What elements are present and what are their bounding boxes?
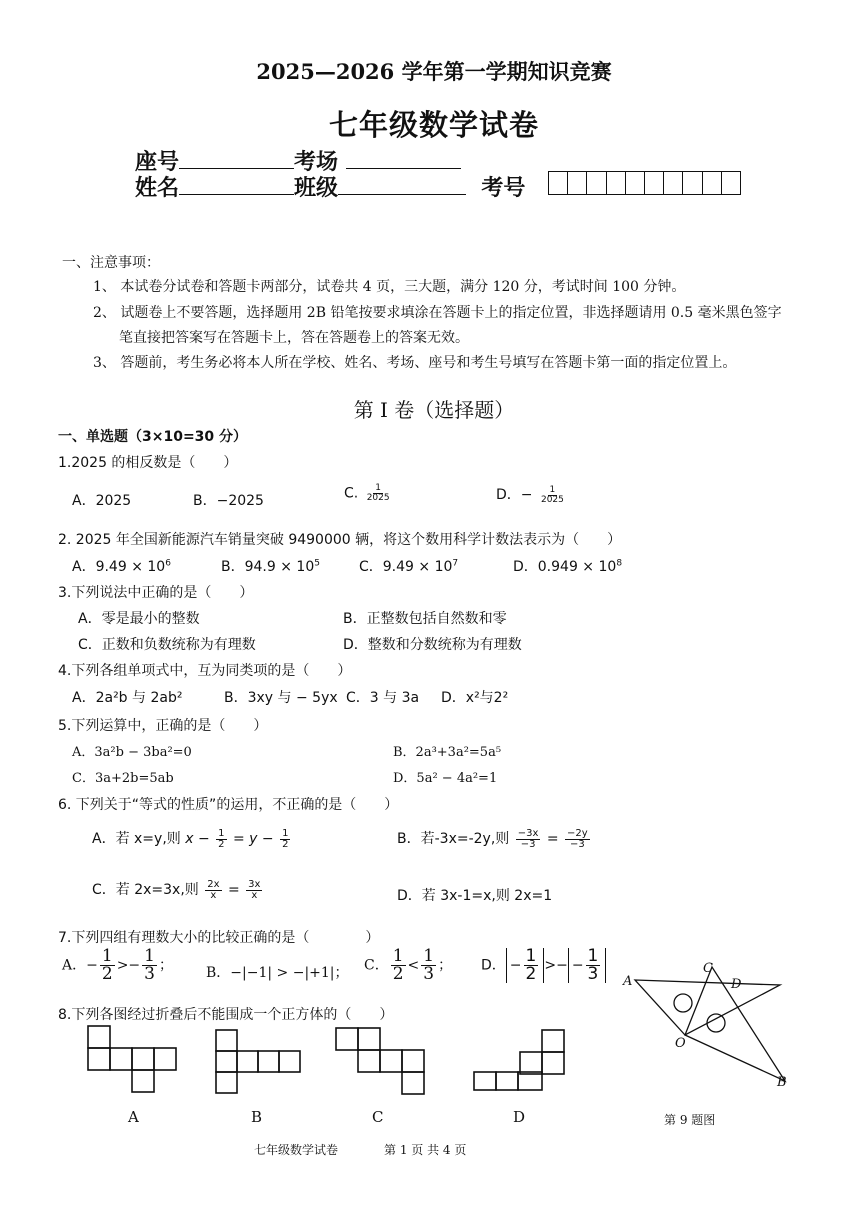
- net-label-a: A: [128, 1108, 139, 1126]
- competition-title: 2025—2026 学年第一学期知识竞赛: [256, 59, 612, 84]
- circle-right: [707, 1014, 725, 1032]
- room-label: 考场: [294, 149, 339, 175]
- note-item: 笔直接把答案写在答题卡上，答在答题卷上的答案无效。: [119, 330, 469, 346]
- point-label-c: C: [703, 961, 713, 976]
- option-c[interactable]: C. $\frac{1}{2025}$: [344, 483, 390, 503]
- class-label: 班级: [294, 175, 339, 201]
- option-d[interactable]: D． − $\frac{1}{2}$ >− − $\frac{1}{3}$: [481, 948, 606, 983]
- name-blank[interactable]: [179, 174, 294, 195]
- note-item: 1、 本试卷分试卷和答题卡两部分，试卷共 4 页，三大题，满分 120 分，考试时间 100 分钟。: [93, 279, 686, 295]
- point-label-a: A: [623, 974, 633, 989]
- net-label-b: B: [251, 1108, 263, 1126]
- figure-caption: 第 9 题图: [664, 1113, 716, 1127]
- exam-no-box[interactable]: [664, 172, 683, 194]
- exam-no-box[interactable]: [568, 172, 587, 194]
- footer-subject: 七年级数学试卷: [254, 1143, 339, 1157]
- exam-no-box[interactable]: [626, 172, 645, 194]
- seat-label: 座号: [135, 149, 180, 175]
- option-d[interactable]: D．$0.949 \times 10^8$: [513, 558, 623, 575]
- option-c[interactable]: C．3a+2b=5ab: [72, 771, 174, 786]
- exam-no-box[interactable]: [703, 172, 722, 194]
- class-blank[interactable]: [338, 174, 466, 195]
- question-stem: 4.下列各组单项式中，互为同类项的是（ ）: [58, 663, 352, 679]
- exam-title: 七年级数学试卷: [328, 108, 539, 142]
- option-c[interactable]: C．正数和负数统称为有理数: [78, 637, 256, 653]
- option-d[interactable]: D．x²与2²: [441, 690, 509, 706]
- option-a[interactable]: A．零是最小的整数: [78, 611, 200, 627]
- option-b[interactable]: B．若-3x=-2y,则 $\frac{-3x}{-3}$ = $\frac{-2y}{-3}$: [397, 827, 588, 850]
- point-label-o: O: [675, 1036, 686, 1051]
- cube-net-b: [216, 1030, 300, 1093]
- question-stem: 3.下列说法中正确的是（ ）: [58, 585, 254, 601]
- option-a[interactable]: A．若 x=y,则 x − $\frac{1}{2}$ = y − $\frac{1}{2}$: [92, 827, 289, 850]
- option-b[interactable]: B．−2025: [193, 493, 264, 509]
- option-d[interactable]: D．− $\frac{1}{2025}$: [496, 484, 564, 505]
- question-stem: 6. 下列关于“等式的性质”的运用，不正确的是（ ）: [58, 797, 399, 813]
- point-label-b: B: [777, 1075, 787, 1090]
- cube-nets-figure: [0, 1020, 620, 1100]
- cube-net-c: [336, 1028, 424, 1094]
- exam-no-box[interactable]: [683, 172, 702, 194]
- option-a[interactable]: A．$9.49 \times 10^6$: [72, 558, 171, 575]
- option-c[interactable]: C．3 与 3a: [346, 690, 420, 706]
- option-a[interactable]: A．3a²b − 3ba²=0: [72, 745, 192, 760]
- exam-no-box[interactable]: [549, 172, 568, 194]
- section-title: 第 I 卷（选择题）: [353, 398, 515, 422]
- cube-net-d: [474, 1030, 564, 1090]
- name-label: 姓名: [135, 175, 180, 201]
- net-label-c: C: [372, 1108, 384, 1126]
- option-a[interactable]: A．2025: [72, 493, 132, 509]
- exam-no-box[interactable]: [587, 172, 606, 194]
- note-item: 3、 答题前，考生务必将本人所在学校、姓名、考场、座号和考生号填写在答题卡第一面的指定位置上。: [93, 355, 737, 371]
- option-b[interactable]: B．$94.9 \times 10^5$: [221, 558, 320, 575]
- question-stem: 7.下列四组有理数大小的比较正确的是（ ）: [58, 930, 380, 946]
- net-label-d: D: [513, 1108, 526, 1126]
- q9-geometry-figure: [615, 955, 805, 1100]
- seat-blank[interactable]: [179, 148, 294, 169]
- footer-page: 第 1 页 共 4 页: [384, 1143, 467, 1157]
- option-b[interactable]: B．2a³+3a²=5a⁵: [393, 745, 502, 760]
- option-c[interactable]: C． $\frac{1}{2}$ < $\frac{1}{3}$ ；: [364, 946, 453, 984]
- note-item: 2、 试题卷上不要答题，选择题用 2B 铅笔按要求填涂在答题卡上的指定位置，非选择题请用 0.5 毫米黑色签字: [93, 305, 782, 321]
- option-c[interactable]: C．若 2x=3x,则 $\frac{2x}{x}$ = $\frac{3x}{x}$: [92, 878, 261, 901]
- option-b[interactable]: B．3xy 与 − 5yx: [224, 690, 338, 706]
- point-label-d: D: [731, 977, 742, 992]
- exam-no-box[interactable]: [607, 172, 626, 194]
- notes-heading: 一、注意事项：: [62, 255, 160, 271]
- option-a[interactable]: A．2a²b 与 2ab²: [72, 690, 183, 706]
- exam-no-box[interactable]: [722, 172, 740, 194]
- question-stem: 1.2025 的相反数是（ ）: [58, 455, 238, 471]
- option-b[interactable]: B．正整数包括自然数和零: [343, 611, 507, 627]
- option-a[interactable]: A．− $\frac{1}{2}$ >− $\frac{1}{3}$ ；: [62, 946, 173, 984]
- room-blank[interactable]: [346, 148, 461, 169]
- exam-no-label: 考号: [481, 175, 526, 201]
- exam-number-boxes[interactable]: [548, 171, 741, 195]
- question-stem: 5.下列运算中，正确的是（ ）: [58, 718, 268, 734]
- question-stem: 8.下列各图经过折叠后不能围成一个正方体的（ ）: [58, 1007, 394, 1023]
- option-c[interactable]: C．$9.49 \times 10^7$: [359, 558, 459, 575]
- option-d[interactable]: D．整数和分数统称为有理数: [343, 637, 522, 653]
- name-field[interactable]: [135, 171, 525, 202]
- option-d[interactable]: D．若 3x-1=x,则 2x=1: [397, 888, 553, 904]
- option-d[interactable]: D．5a² − 4a²=1: [393, 771, 498, 786]
- option-b[interactable]: B．−|−1| > −|+1|；: [206, 965, 349, 981]
- cube-net-a: [88, 1026, 176, 1092]
- question-stem: 2. 2025 年全国新能源汽车销量突破 9490000 辆，将这个数用科学计数法表示为（ ）: [58, 532, 622, 548]
- circle-left: [674, 994, 692, 1012]
- part-heading: 一、单选题（3×10=30 分）: [58, 429, 248, 445]
- exam-no-box[interactable]: [645, 172, 664, 194]
